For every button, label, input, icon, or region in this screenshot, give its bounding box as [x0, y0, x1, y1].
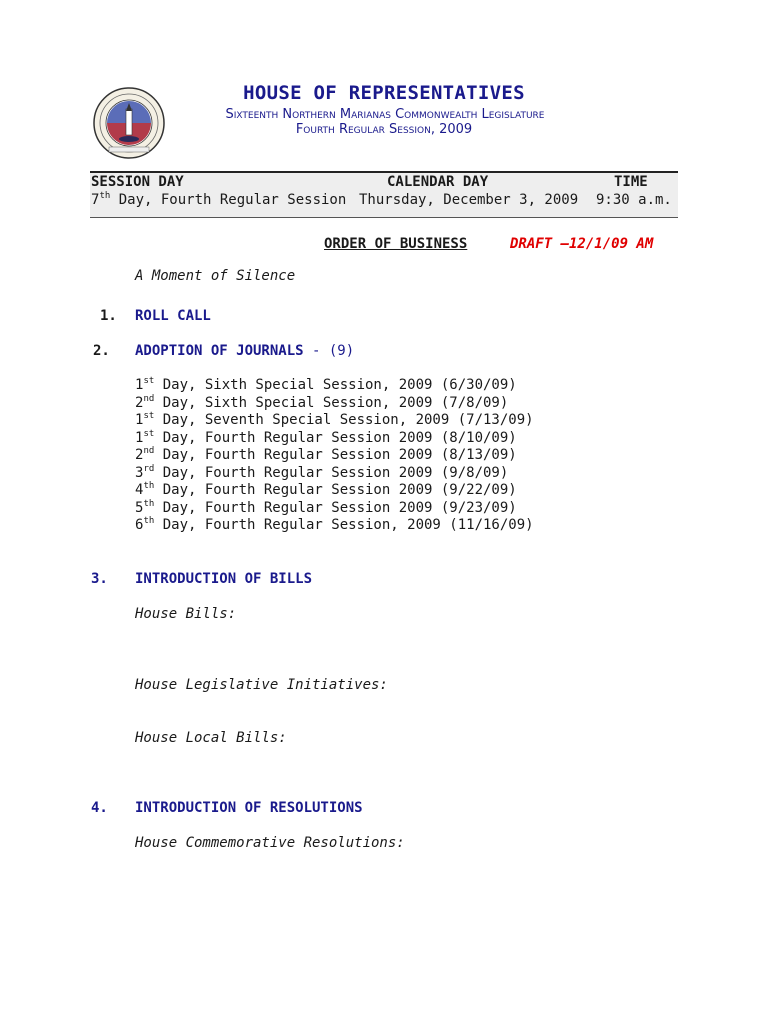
journal-list [135, 377, 534, 535]
journal-entry: 1st Day, Fourth Regular Session 2009 (8/10/09) [135, 428, 517, 446]
house-local-bills-label: House Local Bills: [135, 730, 287, 746]
item-number: 3. [91, 571, 108, 587]
journal-entry: 1st Day, Sixth Special Session, 2009 (6/30/09) [135, 376, 517, 393]
session-day-header: SESSION DAY [91, 174, 184, 190]
item-number: 4. [91, 800, 108, 816]
house-legislative-initiatives-label: House Legislative Initiatives: [135, 677, 388, 693]
house-commemorative-resolutions-label: House Commemorative Resolutions: [135, 835, 405, 851]
journal-entry: 3rd Day, Fourth Regular Session 2009 (9/8/09) [135, 463, 509, 481]
calendar-day-value: Thursday, December 3, 2009 [359, 192, 579, 208]
journal-entry: 4th Day, Fourth Regular Session 2009 (9/22/09) [135, 481, 517, 498]
journal-entry: 2nd Day, Sixth Special Session, 2009 (7/8/09) [135, 393, 509, 411]
legislature-subtitle: Sixteenth Northern Marianas Commonwealth Legislature [225, 107, 545, 122]
item-introduction-of-resolutions: INTRODUCTION OF RESOLUTIONS [135, 800, 363, 816]
item-adoption-of-journals: ADOPTION OF JOURNALS - (9) [135, 343, 355, 359]
journal-entry: 1st Day, Seventh Special Session, 2009 (7/13/09) [135, 411, 534, 428]
calendar-day-header: CALENDAR DAY [387, 174, 489, 190]
session-subtitle: Fourth Regular Session, 2009 [295, 122, 473, 137]
journal-entry: 6th Day, Fourth Regular Session, 2009 (11/16/09) [135, 516, 534, 533]
journal-entry: 2nd Day, Fourth Regular Session 2009 (8/13/09) [135, 446, 517, 463]
time-header: TIME [614, 174, 648, 190]
moment-of-silence: A Moment of Silence [135, 268, 296, 284]
journal-entry: 5th Day, Fourth Regular Session 2009 (9/23/09) [135, 498, 517, 516]
time-value: 9:30 a.m. [596, 192, 672, 208]
item-number: 1. [100, 308, 117, 324]
item-introduction-of-bills: INTRODUCTION OF BILLS [135, 571, 313, 587]
item-number: 2. [93, 343, 110, 359]
draft-stamp: DRAFT –12/1/09 AM [510, 236, 654, 252]
page-title: HOUSE OF REPRESENTATIVES [243, 82, 525, 104]
house-bills-label: House Bills: [135, 606, 237, 622]
order-of-business-heading: ORDER OF BUSINESS [324, 236, 468, 252]
item-roll-call: ROLL CALL [135, 308, 211, 324]
session-day-value: 7th Day, Fourth Regular Session [91, 191, 347, 208]
